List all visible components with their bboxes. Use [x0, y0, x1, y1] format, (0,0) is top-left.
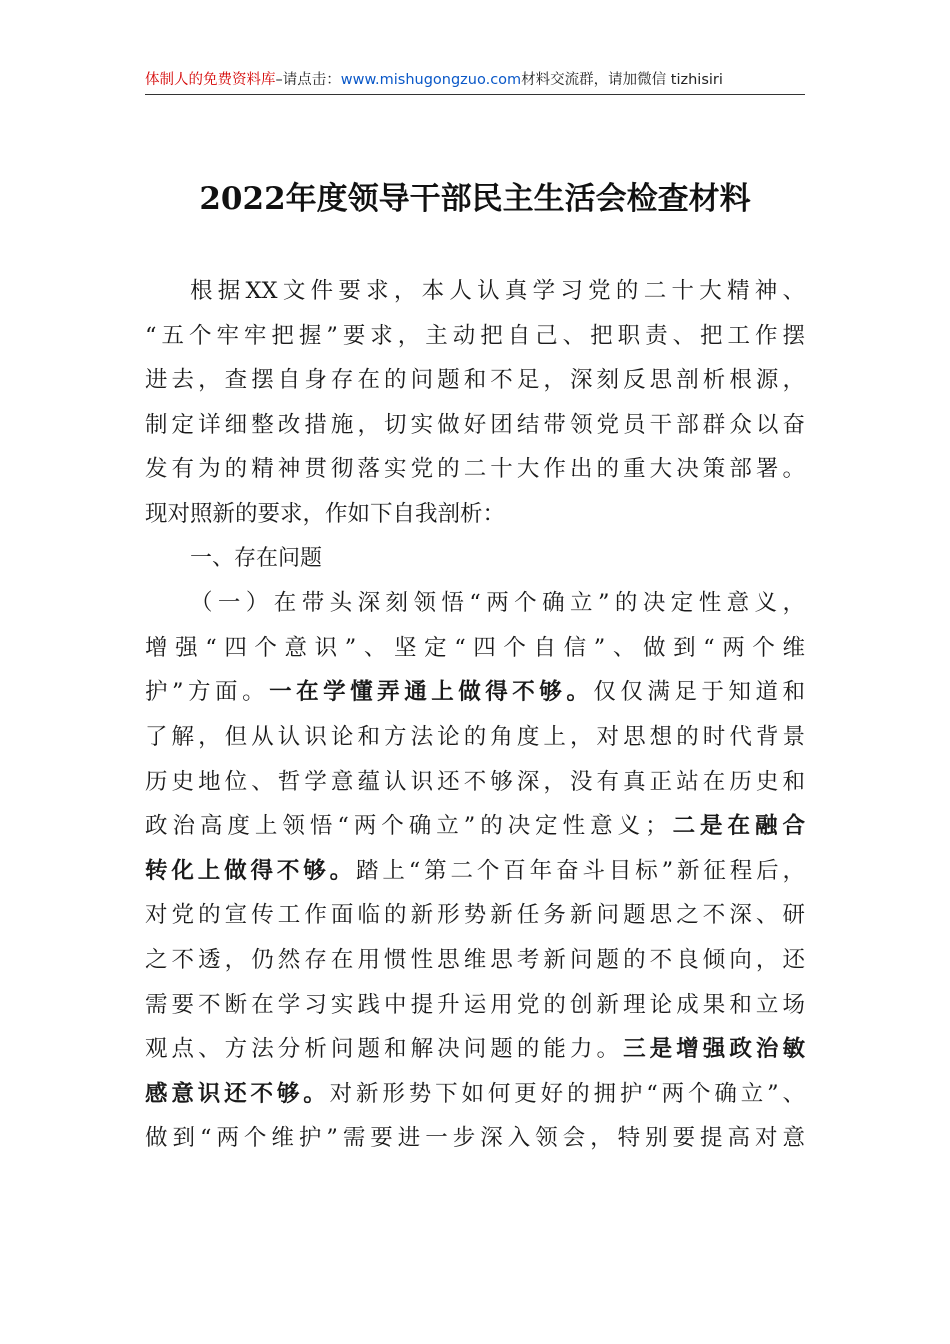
section-line: （一）在带头深刻领悟“两个确立”的决定性意义，	[190, 590, 805, 617]
section-line: 历史地位、哲学意蕴认识还不够深，没有真正站在历史和	[145, 768, 805, 795]
intro-line: 制定详细整改措施，切实做好团结带领党员干部群众以奋	[145, 411, 805, 438]
section-line: 增强“四个意识”、坚定“四个自信”、做到“两个维	[145, 634, 805, 661]
section-line: 需要不断在学习实践中提升运用党的创新理论成果和立场	[145, 991, 805, 1018]
text-run: 观点、方法分析问题和解决问题的能力。	[145, 1036, 624, 1063]
section-line	[145, 1072, 805, 1117]
section-line	[145, 804, 805, 849]
section-line: 了解，但从认识论和方法论的角度上，对思想的时代背景	[145, 723, 805, 750]
page-header	[145, 68, 805, 92]
intro-line: 进去，查摆自身存在的问题和不足，深刻反思剖析根源，	[145, 367, 805, 394]
intro-line: 根据XX文件要求，本人认真学习党的二十大精神、	[190, 278, 805, 304]
section-line: 对党的宣传工作面临的新形势新任务新问题思之不深、研	[145, 902, 805, 929]
text-run: 护”方面。	[145, 679, 270, 706]
section-line	[145, 670, 805, 715]
section-line: 之不透，仍然存在用惯性思维思考新问题的不良倾向，还	[145, 946, 805, 973]
document-title: 2022年度领导干部民主生活会检查材料	[199, 181, 751, 217]
document-body	[145, 269, 805, 1161]
header-divider	[145, 94, 805, 95]
text-run: 政治高度上领悟“两个确立”的决定性意义；	[145, 813, 668, 840]
text-run: 仅仅满足于知道和	[593, 679, 805, 706]
bold-point-one: 一在学懂弄通上做得不够。	[269, 679, 594, 706]
section-line: 做到“两个维护”需要进一步深入领会，特别要提高对意	[145, 1125, 805, 1152]
header-wechat-note: 材料交流群，请加微信 tizhisiri	[521, 72, 723, 88]
section-line	[145, 1027, 805, 1072]
intro-line: 现对照新的要求，作如下自我剖析：	[145, 500, 506, 527]
intro-line: “五个牢牢把握”要求，主动把自己、把职责、把工作摆	[145, 322, 805, 349]
bold-point-two: 二是在融合	[667, 813, 805, 840]
bold-point-three-cont: 感意识还不够。	[145, 1080, 330, 1107]
bold-point-three: 三是增强政治敏	[623, 1036, 805, 1063]
section-line	[145, 849, 805, 894]
intro-line: 发有为的精神贯彻落实党的二十大作出的重大决策部署。	[145, 456, 805, 483]
header-website-link[interactable]: www.mishugongzuo.com	[340, 72, 522, 88]
text-run: 踏上“第二个百年奋斗目标”新征程后，	[356, 857, 805, 884]
section-heading: 一、存在问题	[190, 545, 323, 571]
header-library-name: 体制人的免费资料库	[145, 72, 276, 88]
header-click-prompt: –请点击：	[275, 72, 341, 88]
text-run: 对新形势下如何更好的拥护“两个确立”、	[329, 1080, 805, 1107]
bold-point-two-cont: 转化上做得不够。	[145, 857, 357, 884]
